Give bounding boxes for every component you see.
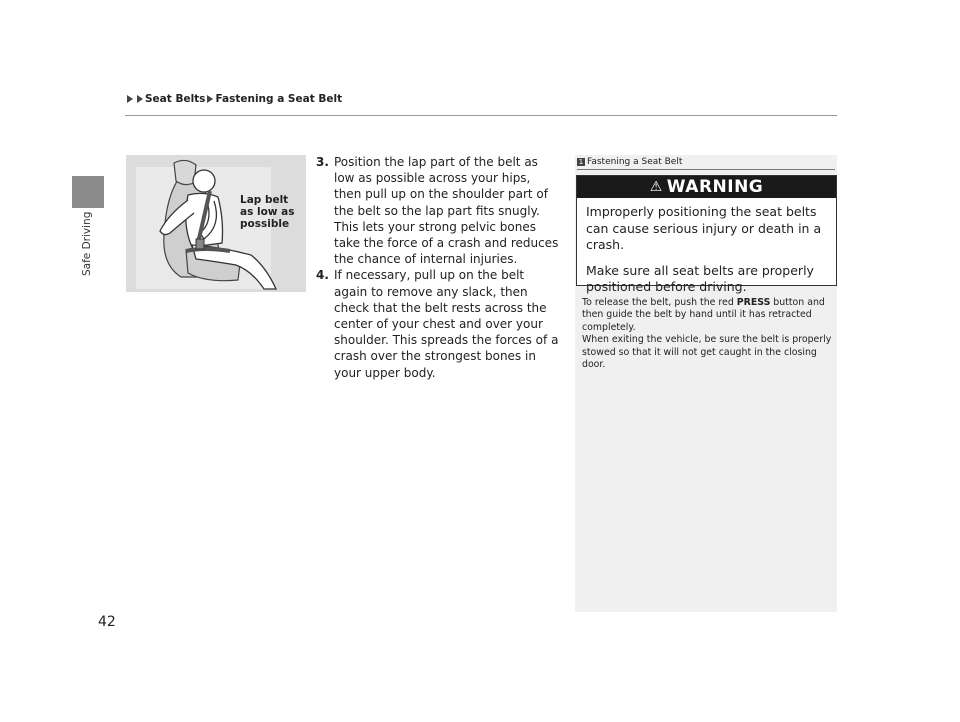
release-note [582, 297, 832, 334]
panel-heading [577, 157, 682, 167]
step-4 [316, 267, 560, 380]
breadcrumb-item-seat-belts[interactable]: Seat Belts [145, 93, 206, 105]
breadcrumb-item-fastening[interactable]: Fastening a Seat Belt [215, 93, 343, 105]
reference-marker-icon: 1 [578, 158, 584, 166]
press-button-label: PRESS [736, 297, 771, 308]
release-note-end: button and then guide the belt by hand until it has retracted completely. [582, 297, 825, 333]
warning-paragraph: Make sure all seat belts are properly positioned before driving. [586, 262, 814, 294]
release-note-start: To release the belt, push the red [582, 297, 737, 308]
breadcrumb-arrow-icon [137, 95, 143, 103]
warning-body [577, 198, 836, 296]
exit-note: When exiting the vehicle, be sure the belt is properly stowed so that it will not get caught in the closing door. [582, 334, 832, 371]
page-number: 42 [98, 614, 116, 630]
breadcrumb-arrow-icon [207, 95, 213, 103]
step-3 [316, 154, 560, 267]
figure-callout-line: as low as [240, 206, 295, 218]
figure-callout-line: possible [240, 218, 290, 230]
figure-callout [240, 194, 295, 230]
warning-box [576, 175, 837, 294]
warning-header [577, 176, 836, 198]
breadcrumb [125, 93, 342, 105]
panel-divider [577, 169, 835, 170]
step-text: Position the lap part of the belt as low as possible across your hips, then pull up on the shoulder part of the belt so the lap part fits snugly. This lets your strong pelvic bones take the force of a crash and reduces the chance of internal injuries. [334, 155, 559, 267]
step-text: If necessary, pull up on the belt again to remove any slack, then check that the belt rests across the center of your chest and over your shoulder. This spreads the forces of a crash over the strongest bones in your upper body. [334, 268, 559, 380]
warning-paragraph: Improperly positioning the seat belts can cause serious injury or death in a crash. [586, 204, 822, 252]
breadcrumb-arrow-icon [127, 95, 133, 103]
panel-heading-text: Fastening a Seat Belt [587, 157, 683, 167]
header-divider [125, 115, 837, 116]
panel-notes [582, 297, 832, 371]
step-number: 3. [316, 155, 329, 169]
warning-title: WARNING [666, 177, 764, 197]
step-number: 4. [316, 268, 329, 283]
figure-callout-line: Lap belt [240, 194, 289, 206]
instruction-steps [316, 154, 560, 381]
section-tab [72, 176, 104, 208]
warning-triangle-icon: ⚠ [649, 179, 663, 195]
section-label: Safe Driving [81, 212, 93, 277]
